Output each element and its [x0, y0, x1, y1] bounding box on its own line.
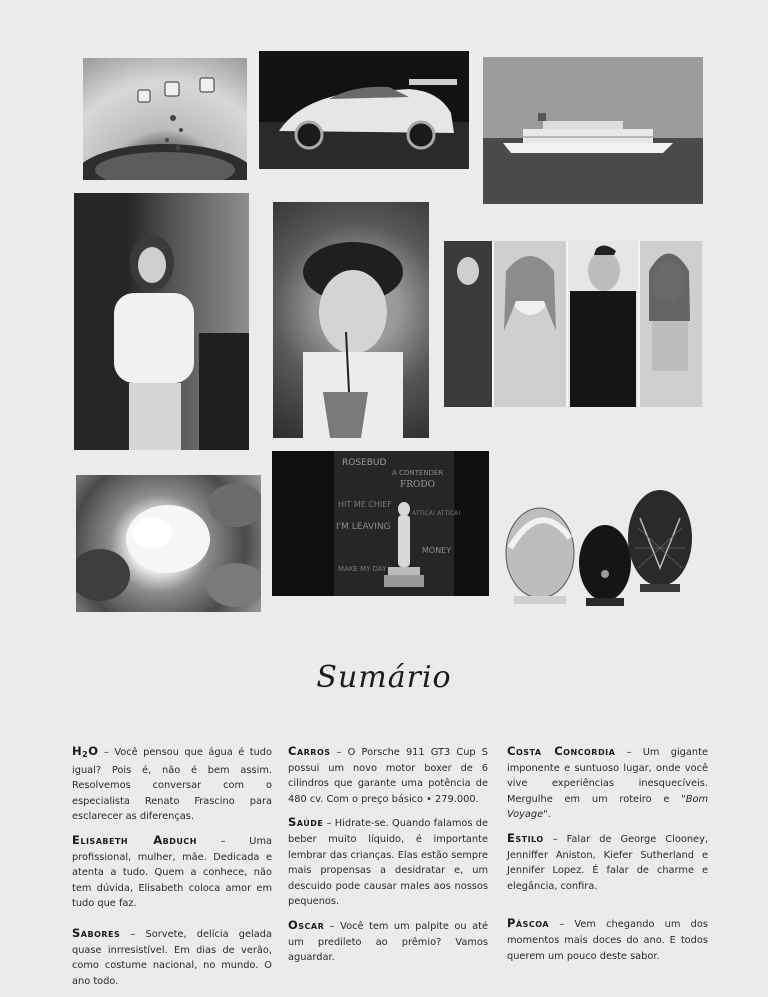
- entry-pascoa-heading: Páscoa: [507, 916, 550, 931]
- entry-elisabeth-heading: Elisabeth Abduch: [72, 832, 197, 847]
- entry-saude-text: – Hidrate-se. Quando falamos de beber muito líquido, é importante lembrar das crianças. Elas estão sempre mais propensas a desidratar e, um descuido pode causar males aos nossos pequenos.: [288, 818, 488, 908]
- entry-sabores-text: – Sorvete, delícia gelada quase inrresistível. Em dias de verão, como costume nacional, no mundo. O ano todo.: [72, 928, 272, 987]
- entry-costa-text: – Um gigante imponente e suntuoso lugar, onde você vive experiências inesquecíveis. Mergulhe em um roteiro e: [507, 747, 708, 805]
- entry-h2o-heading: $H_2O$: [72, 744, 99, 759]
- entry-costa-quote: "Bom Voyage": [507, 793, 708, 821]
- oscar-word: ATTICA! ATTICA!: [412, 510, 461, 517]
- car-photo: [259, 51, 469, 169]
- entry-costa: Costa Concordia – Um gigante imponente e suntuoso lugar, onde você vive experiências inesquecíveis. Mergulhe em um roteiro e "Bom Voyage".: [507, 744, 708, 821]
- entry-costa-heading: Costa Concordia: [507, 744, 616, 758]
- entry-oscar: [288, 918, 488, 966]
- oscar-word: FRODO: [400, 480, 435, 490]
- entry-sabores: [72, 926, 272, 989]
- entry-h2o-text: – Você pensou que água é tudo igual? Pois é, não é bem assim. Resolvemos conversar com o especialista Renato Frascino para esclarecer as diferenças.: [72, 747, 272, 823]
- oscar-word: MAKE MY DAY: [338, 565, 387, 573]
- oscar-word: I'M LEAVING: [336, 522, 391, 532]
- cruise-ship-photo: [483, 57, 703, 204]
- oscar-word: MONEY: [422, 546, 452, 555]
- entry-carros: [288, 744, 488, 807]
- entry-saude: [288, 815, 488, 910]
- entry-estilo: [507, 831, 708, 894]
- entry-saude-heading: Saúde: [288, 815, 324, 830]
- oscar-word: ROSEBUD: [342, 458, 387, 468]
- entry-elisabeth-text: – Uma profissional, mulher, mãe. Dedicada e atenta a tudo. Quem a conhece, não tem dúvida, Elisabeth coloca amor em tudo que faz.: [72, 835, 272, 910]
- page-title: Sumário: [316, 660, 452, 695]
- celebrities-photo: [444, 241, 702, 407]
- entry-estilo-text: – Falar de George Clooney, Jenniffer Aniston, Kiefer Sutherland e Jennifer Lopez. É falar de charme e elegância, confira.: [507, 833, 708, 892]
- summary-column-2: [288, 744, 488, 974]
- race-car-illustration: [259, 51, 469, 169]
- easter-eggs-photo: [500, 478, 702, 608]
- entry-h2o: [72, 744, 272, 825]
- summary-column-1: [72, 744, 272, 997]
- oscar-word: A CONTENDER: [392, 469, 444, 477]
- girl-drinking-illustration: [273, 202, 429, 438]
- summary-column-3: [507, 744, 708, 972]
- entry-oscar-text: – Você tem um palpite ou até um predileto ao prêmio? Vamos aguardar.: [288, 920, 488, 964]
- entry-carros-heading: Carros: [288, 744, 331, 758]
- cruise-ship-illustration: [483, 57, 703, 204]
- entry-carros-text: – O Porsche 911 GT3 Cup S possui um novo motor boxer de 6 cilindros que garante uma potência de 480 cv. Com o preço básico • 279.000.: [288, 747, 488, 805]
- woman-photo: [74, 193, 249, 450]
- water-drops-illustration: [83, 58, 247, 180]
- entry-oscar-heading: Oscar: [288, 917, 325, 932]
- easter-eggs-illustration: [500, 478, 702, 608]
- entry-estilo-heading: Estilo: [507, 830, 544, 845]
- celebrities-illustration: [444, 241, 702, 407]
- entry-pascoa: [507, 916, 708, 964]
- ice-cream-illustration: [76, 475, 261, 612]
- oscar-statue-illustration: [272, 451, 489, 596]
- entry-elisabeth: [72, 833, 272, 912]
- water-photo: [83, 58, 247, 180]
- woman-portrait-illustration: [74, 193, 249, 450]
- oscar-word: HIT ME CHIEF: [338, 500, 392, 509]
- entry-pascoa-text: – Vem chegando um dos momentos mais doces do ano. E todos querem um pouco deste sabor.: [507, 919, 708, 962]
- ice-cream-photo: [76, 475, 261, 612]
- oscar-photo: [272, 451, 489, 596]
- girl-photo: [273, 202, 429, 438]
- entry-sabores-heading: Sabores: [72, 925, 121, 940]
